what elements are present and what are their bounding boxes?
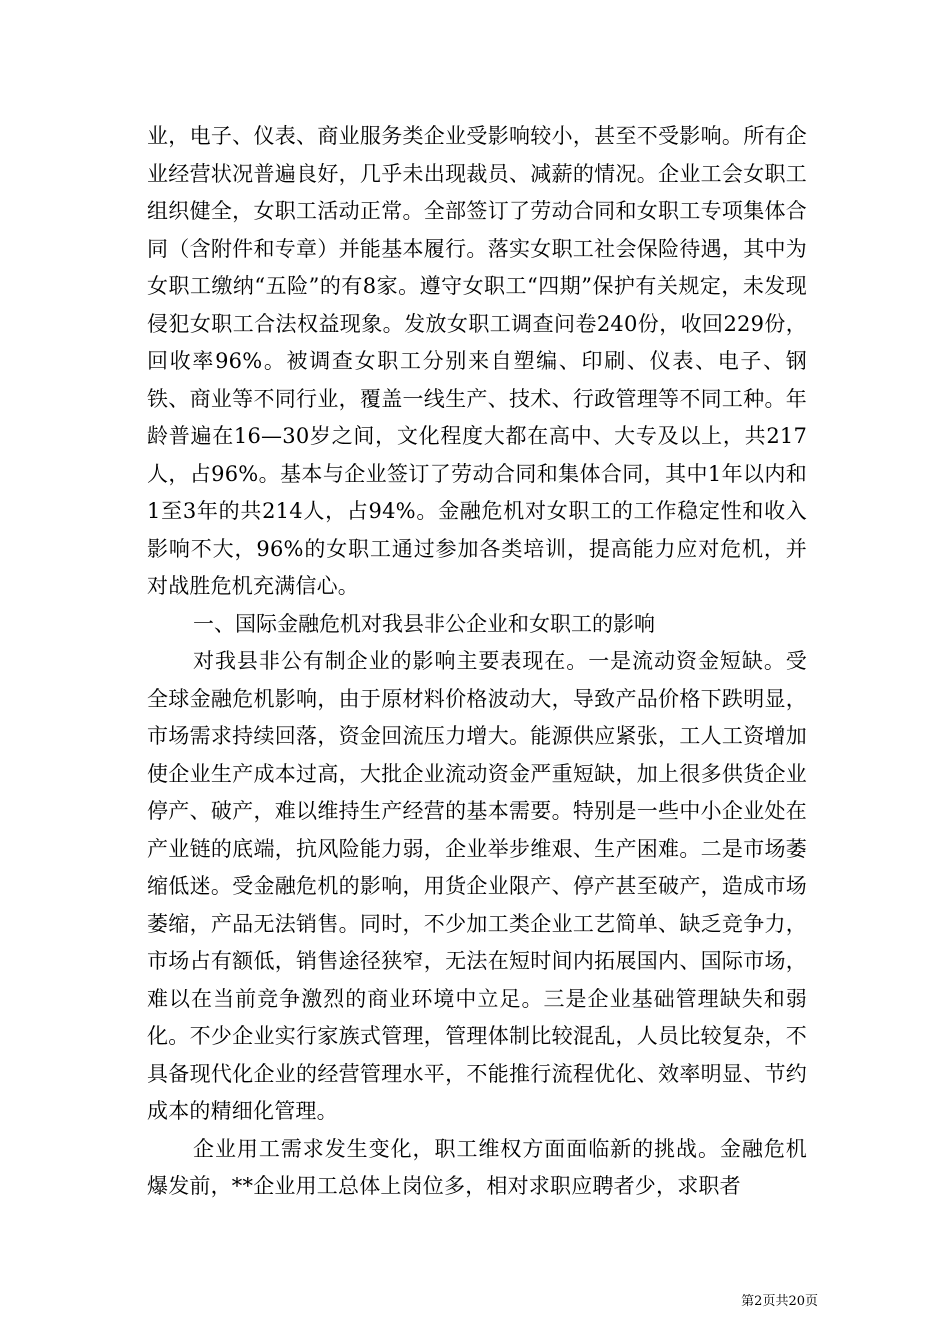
page-number: 第2页共20页 [741, 1294, 818, 1309]
document-body [147, 118, 807, 1206]
section-heading-impact: 一、国际金融危机对我县非公企业和女职工的影响 [193, 611, 655, 636]
paragraph-enterprise-impact: 对我县非公有制企业的影响主要表现在。一是流动资金短缺。受全球金融危机影响，由于原材料价格波动大，导致产品价格下跌明显，市场需求持续回落，资金回流压力增大。能源供应紧张，工人工资增加使企业生产成本过高，大批企业流动资金严重短缺，加上很多供货企业停产、破产，难以维持生产经营的基本需要。特别是一些中小企业处在产业链的底端，抗风险能力弱，企业举步维艰、生产困难。二是市场萎缩低迷。受金融危机的影响，用货企业限产、停产甚至破产，造成市场萎缩，产品无法销售。同时，不少加工类企业工艺简单、缺乏竞争力，市场占有额低，销售途径狭窄，无法在短时间内拓展国内、国际市场，难以在当前竞争激烈的商业环境中立足。三是企业基础管理缺失和弱化。不少企业实行家族式管理，管理体制比较混乱，人员比较复杂，不具备现代化企业的经营管理水平，不能推行流程优化、效率明显、节约成本的精细化管理。 [147, 649, 807, 1123]
paragraph-continued-survey: 业，电子、仪表、商业服务类企业受影响较小，甚至不受影响。所有企业经营状况普遍良好，几乎未出现裁员、减薪的情况。企业工会女职工组织健全，女职工活动正常。全部签订了劳动合同和女职工专项集体合同（含附件和专章）并能基本履行。落实女职工社会保险待遇，其中为女职工缴纳“五险”的有8家。遵守女职工“四期”保护有关规定，未发现侵犯女职工合法权益现象。发放女职工调查问卷240份，收回229份，回收率96%。被调查女职工分别来自塑编、印刷、仪表、电子、钢铁、商业等不同行业，覆盖一线生产、技术、行政管理等不同工种。年龄普遍在16—30岁之间，文化程度大都在高中、大专及以上，共217人，占96%。基本与企业签订了劳动合同和集体合同，其中1年以内和1至3年的共214人，占94%。金融危机对女职工的工作稳定性和收入影响不大，96%的女职工通过参加各类培训，提高能力应对危机，并对战胜危机充满信心。 [147, 124, 807, 598]
paragraph-employment-change: 企业用工需求发生变化，职工维权方面面临新的挑战。金融危机爆发前，**企业用工总体上岗位多，相对求职应聘者少，求职者 [147, 1136, 807, 1198]
